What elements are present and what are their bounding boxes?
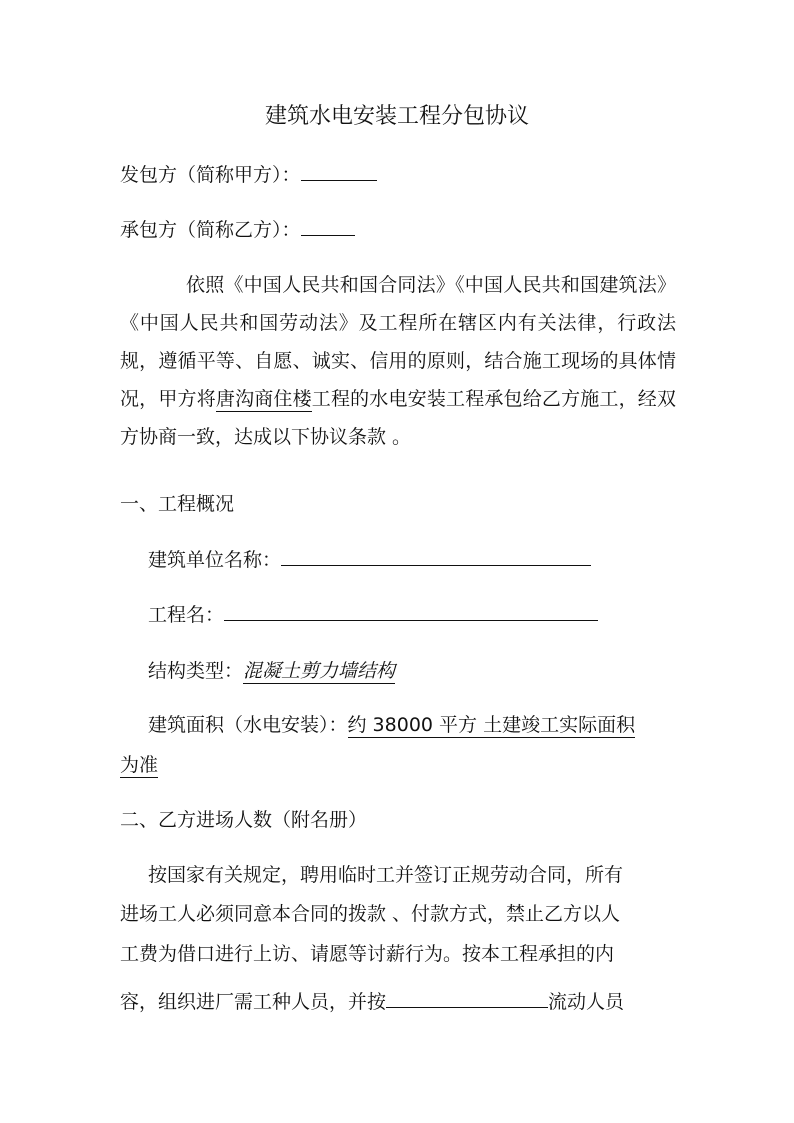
building-unit-line bbox=[148, 545, 591, 574]
area-label: 建筑面积（水电安装）： bbox=[148, 714, 348, 736]
section2-line4-before: 容，组织进厂需工种人员，并按 bbox=[120, 991, 387, 1013]
section2-line4-after: 流动人员 bbox=[548, 991, 625, 1013]
area-value-line1: 约 38000 平方 土建竣工实际面积 bbox=[347, 714, 636, 736]
building-unit-blank bbox=[281, 545, 591, 566]
section2-line4 bbox=[120, 987, 624, 1016]
party-b-label: 承包方（简称乙方）： bbox=[120, 219, 301, 241]
section2-line3: 工费为借口进行上访、请愿等讨薪行为。按本工程承担的内 bbox=[120, 943, 615, 965]
party-a-blank bbox=[301, 160, 377, 181]
area-line bbox=[148, 711, 635, 739]
section2-heading: 二、乙方进场人数（附名册） bbox=[120, 809, 368, 831]
party-b-line bbox=[120, 215, 355, 244]
party-b-blank bbox=[301, 215, 355, 236]
building-unit-label: 建筑单位名称： bbox=[148, 549, 282, 571]
section2-line2: 进场工人必须同意本合同的拨款 、付款方式，禁止乙方以人 bbox=[120, 903, 621, 925]
project-name: 唐沟商住楼 bbox=[215, 388, 312, 410]
project-label: 工程名： bbox=[148, 604, 225, 626]
party-a-label: 发包方（简称甲方）： bbox=[120, 164, 301, 186]
party-a-line bbox=[120, 160, 377, 189]
project-name-line bbox=[148, 600, 598, 629]
intro-paragraph bbox=[120, 266, 676, 456]
section1-heading: 一、工程概况 bbox=[120, 493, 235, 515]
area-line-2 bbox=[120, 751, 158, 779]
structure-value: 混凝土剪力墙结构 bbox=[243, 660, 396, 682]
section2-blank bbox=[386, 987, 548, 1008]
area-value-line2: 为准 bbox=[120, 754, 159, 776]
intro-before: 依照《中国人民共和国合同法》《中国人民共和国建筑法》《中国人民共和国劳动法》及工程所在辖区内有关法律，行政法规，遵循平等、自愿、诚实、信用的原则，结合施工现场的具体情况，甲方将 bbox=[120, 274, 676, 410]
document-title: 建筑水电安装工程分包协议 bbox=[264, 104, 529, 129]
structure-line bbox=[148, 657, 395, 685]
structure-label: 结构类型： bbox=[148, 660, 244, 682]
intro-after: 工程的水电安装工程承包给乙方施工，经双方协商一致，达成以下协议条款 。 bbox=[120, 388, 676, 448]
section2-line1: 按国家有关规定，聘用临时工并签订正规劳动合同，所有 bbox=[148, 864, 624, 886]
project-blank bbox=[224, 600, 598, 621]
